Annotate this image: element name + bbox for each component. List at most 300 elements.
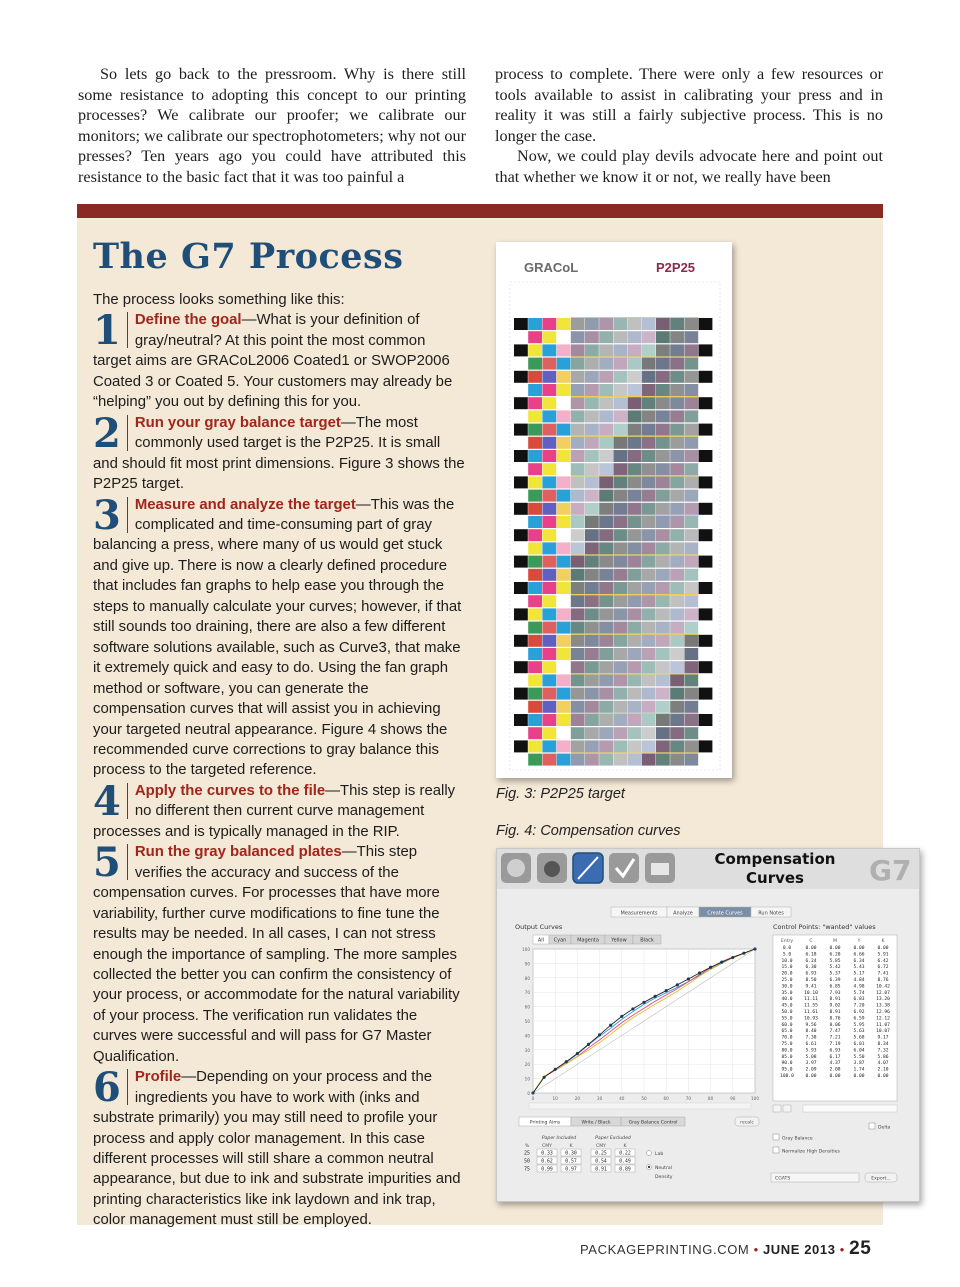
target-patch [684, 608, 698, 620]
target-patch [642, 424, 656, 436]
step-number: 4 [93, 783, 128, 819]
target-patch [542, 542, 556, 554]
target-patch [670, 688, 684, 700]
target-patch [656, 622, 670, 634]
target-patch [699, 727, 713, 739]
target-patch [656, 754, 670, 766]
target-patch [613, 410, 627, 422]
graph-scrollbar[interactable] [529, 1103, 751, 1109]
gray-balance-checkbox[interactable] [773, 1134, 779, 1140]
aims-header: CMY [596, 1144, 606, 1149]
table-cell: 6.30 [805, 965, 817, 971]
target-patch [628, 740, 642, 752]
target-patch [571, 556, 585, 568]
target-patch [585, 371, 599, 383]
target-patch [514, 384, 528, 396]
target-patch [642, 648, 656, 660]
table-cell: 5.95 [853, 1022, 865, 1028]
target-patch [699, 740, 713, 752]
target-patch [699, 701, 713, 713]
table-cell: 6.20 [829, 952, 841, 958]
table-cell: 12.07 [876, 990, 890, 996]
target-patch [528, 582, 542, 594]
target-patch [514, 714, 528, 726]
sidebar-title: The G7 Process [93, 236, 404, 277]
table-header: M [833, 939, 837, 944]
target-patch [514, 318, 528, 330]
target-patch [656, 701, 670, 713]
bottom-tab-label: Write / Black [581, 1120, 611, 1126]
page-footer [580, 1238, 871, 1260]
sidebar-top-bar [77, 204, 883, 218]
target-patch [642, 727, 656, 739]
target-patch [557, 437, 571, 449]
target-patch [628, 503, 642, 515]
target-patch [670, 424, 684, 436]
step-heading: Profile [134, 1069, 182, 1086]
export-label: Export... [871, 1176, 891, 1182]
target-patch [599, 463, 613, 475]
target-patch [684, 688, 698, 700]
target-patch [628, 701, 642, 713]
target-patch [542, 463, 556, 475]
table-cell: 0.00 [805, 946, 817, 951]
target-patch [613, 437, 627, 449]
target-patch [642, 397, 656, 409]
target-patch [542, 490, 556, 502]
target-patch [557, 424, 571, 436]
target-patch [571, 358, 585, 370]
target-patch [542, 608, 556, 620]
target-patch [656, 318, 670, 330]
table-cell: 11.61 [804, 1010, 818, 1015]
y-tick-label: 0 [527, 1091, 530, 1096]
table-cell: 5.93 [805, 1048, 817, 1054]
target-patch [514, 450, 528, 462]
value-field[interactable] [803, 1105, 897, 1112]
target-patch [599, 476, 613, 488]
table-cell: 9.56 [805, 1022, 817, 1028]
target-patch [585, 661, 599, 673]
target-patch [514, 727, 528, 739]
target-patch [585, 674, 599, 686]
table-cell: 0.00 [877, 946, 889, 951]
step-item [93, 1064, 465, 1231]
target-patch [528, 714, 542, 726]
target-patch [542, 661, 556, 673]
target-patch [684, 635, 698, 647]
target-patch [599, 608, 613, 620]
target-patch [656, 331, 670, 343]
target-patch [557, 754, 571, 766]
target-patch [528, 503, 542, 515]
intro-paragraph: So lets go back to the pressroom. Why is there still some resistance to adopting this concept to our printing processes? We calibrate our proofer; we calibrate our monitors; we calibrate our spectrophotometers; why not our presses? Ten years ago you could have attributed this resistance to the basic fact that it was too painful a [78, 65, 466, 186]
target-patch [656, 608, 670, 620]
table-cell: 5.43 [853, 965, 865, 971]
table-header: Entry [780, 939, 794, 944]
target-patch [514, 582, 528, 594]
target-patch [528, 635, 542, 647]
curve-tab-label: Magenta [577, 937, 599, 944]
intro-paragraph: process to complete. There were only a few resources or tools available to assist in calibrating your press and in reality it was still a fairly subjective process. This is no longer the case. [495, 65, 883, 145]
table-cell: 35.0 [781, 990, 793, 996]
target-patch [542, 622, 556, 634]
target-patch [642, 503, 656, 515]
remove-button[interactable] [783, 1105, 791, 1112]
target-patch [613, 358, 627, 370]
table-cell: 0.00 [805, 1074, 817, 1079]
gray-balance-label: Gray Balance [782, 1136, 813, 1142]
step-text: —Depending on your process and the ingredients you have to work with (inks and substrate primarily) you may still need to profile your process and apply color management. In this case different processes will still share a common neutral appearance, but due to ink and substrate impurities and printing characteristics like ink laydown and ink trap, color management must still be employed. [93, 1069, 461, 1229]
table-cell: 15.0 [781, 965, 793, 971]
target-patch [628, 622, 642, 634]
target-patch [528, 688, 542, 700]
target-patch [613, 648, 627, 660]
recalc-label: recalc [740, 1120, 754, 1126]
target-patch [528, 476, 542, 488]
target-patch [585, 542, 599, 554]
target-patch [571, 608, 585, 620]
target-patch [699, 542, 713, 554]
tab-label: Analyze [673, 910, 693, 917]
target-patch [571, 371, 585, 383]
step-text: —This was the complicated and time-consuming part of gray balancing a press, where many of us would get stuck and give up. There is now a clearly defined procedure that includes fan graphs to help ease you through the steps to manually calculate your curves; however, if that still sounds too draining, there are also a few different software solutions available, such as Curve3, that make it extremely quick and easy to do. Using the fan graph method or software, you can generate the compensation curves that will assist you in achieving your targeted neutral appearance. Figure 4 shows the recommended curve corrections to gray balance this process to the targeted reference. [93, 496, 462, 779]
target-patch [514, 463, 528, 475]
target-patch [670, 622, 684, 634]
aims-value: 0.57 [565, 1159, 577, 1165]
target-patch [542, 358, 556, 370]
target-patch [656, 516, 670, 528]
target-patch [599, 397, 613, 409]
target-patch [557, 714, 571, 726]
target-patch [585, 503, 599, 515]
target-patch [684, 569, 698, 581]
table-cell: 6.93 [805, 971, 817, 977]
target-patch [557, 661, 571, 673]
target-patch [684, 674, 698, 686]
steps-lead: The process looks something like this: [93, 292, 345, 308]
target-patch [514, 754, 528, 766]
target-patch [571, 635, 585, 647]
table-cell: 11.07 [876, 1022, 890, 1028]
target-patch [599, 714, 613, 726]
table-cell: 7.47 [829, 1029, 841, 1035]
target-patch [557, 476, 571, 488]
target-patch [628, 727, 642, 739]
target-patch [557, 556, 571, 568]
target-patch [514, 701, 528, 713]
target-patch [514, 556, 528, 568]
step-number: 2 [93, 415, 128, 451]
target-patch [542, 450, 556, 462]
table-cell: 6.61 [805, 1042, 817, 1047]
target-patch [528, 622, 542, 634]
target-patch [585, 595, 599, 607]
target-patch [528, 437, 542, 449]
target-patch [642, 410, 656, 422]
target-patch [514, 674, 528, 686]
target-patch [656, 740, 670, 752]
target-patch [628, 582, 642, 594]
target-patch [642, 688, 656, 700]
target-patch [514, 622, 528, 634]
target-patch [599, 529, 613, 541]
target-patch [599, 701, 613, 713]
target-patch [684, 437, 698, 449]
table-cell: 0.00 [829, 1074, 841, 1079]
density-label: Density [655, 1175, 673, 1180]
x-tick-label: 70 [685, 1096, 692, 1101]
p2p25-target-graphic [496, 242, 732, 778]
table-cell: 55.0 [781, 1016, 793, 1022]
table-header: C [809, 939, 813, 944]
target-patch [585, 476, 599, 488]
table-cell: 0.00 [853, 946, 865, 951]
table-cell: 70.0 [781, 1035, 793, 1041]
step-number: 1 [93, 312, 128, 348]
aims-value: 0.99 [541, 1167, 553, 1173]
add-button[interactable] [773, 1105, 781, 1112]
target-patch [613, 582, 627, 594]
target-patch [642, 622, 656, 634]
target-patch [670, 542, 684, 554]
table-cell: 8.76 [877, 978, 889, 983]
target-patch [699, 529, 713, 541]
target-patch [514, 661, 528, 673]
target-patch [542, 318, 556, 330]
table-cell: 6.42 [877, 958, 889, 964]
target-patch [571, 688, 585, 700]
target-patch [656, 582, 670, 594]
y-tick-label: 20 [524, 1062, 530, 1068]
table-cell: 5.68 [853, 1035, 865, 1041]
target-patch [613, 595, 627, 607]
target-patch [656, 384, 670, 396]
y-tick-label: 40 [524, 1033, 530, 1039]
target-patch [628, 674, 642, 686]
check-icon[interactable] [609, 853, 639, 883]
target-patch [684, 582, 698, 594]
table-cell: 9.02 [829, 1003, 841, 1009]
target-patch [670, 437, 684, 449]
target-patch [628, 595, 642, 607]
target-patch [642, 371, 656, 383]
table-cell: 7.21 [829, 1035, 841, 1041]
lab-radio[interactable] [647, 1151, 652, 1156]
target-patch [599, 384, 613, 396]
target-patch [528, 397, 542, 409]
target-patch [571, 397, 585, 409]
target-patch [670, 490, 684, 502]
target-patch [642, 516, 656, 528]
target-patch [670, 595, 684, 607]
target-patch [613, 727, 627, 739]
table-cell: 7.41 [877, 971, 889, 977]
table-cell: 0.0 [782, 946, 792, 951]
target-patch [528, 701, 542, 713]
target-patch [670, 608, 684, 620]
target-patch [542, 371, 556, 383]
target-patch [613, 635, 627, 647]
y-tick-label: 50 [524, 1019, 530, 1024]
target-patch [656, 727, 670, 739]
table-cell: 65.0 [781, 1029, 793, 1035]
y-tick-label: 30 [524, 1047, 530, 1053]
target-patch [571, 542, 585, 554]
target-patch [656, 463, 670, 475]
target-patch [699, 424, 713, 436]
target-patch [613, 384, 627, 396]
target-patch [656, 688, 670, 700]
target-patch [656, 437, 670, 449]
target-patch [642, 450, 656, 462]
target-patch [557, 727, 571, 739]
target-patch [628, 635, 642, 647]
target-patch [699, 754, 713, 766]
table-cell: 8.91 [829, 1010, 841, 1015]
target-patch [571, 529, 585, 541]
target-patch [670, 714, 684, 726]
target-patch [642, 344, 656, 356]
target-patch [528, 542, 542, 554]
target-patch [628, 463, 642, 475]
table-cell: 11.11 [804, 997, 818, 1003]
target-patch [599, 503, 613, 515]
target-patch [613, 490, 627, 502]
table-cell: 6.01 [853, 1042, 865, 1047]
aims-header: % [524, 1144, 530, 1149]
target-patch [699, 371, 713, 383]
table-cell: 6.17 [829, 1054, 841, 1060]
target-patch [699, 622, 713, 634]
target-patch [656, 410, 670, 422]
target-patch [628, 344, 642, 356]
target-patch [656, 344, 670, 356]
target-patch [514, 503, 528, 515]
normalize-checkbox[interactable] [773, 1147, 779, 1153]
target-patch [599, 674, 613, 686]
target-patch [571, 344, 585, 356]
target-patch [642, 463, 656, 475]
target-patch [699, 450, 713, 462]
bottom-tab-label: Printing Aims [529, 1120, 561, 1126]
table-header: K [881, 939, 885, 944]
table-cell: 5.74 [853, 990, 865, 996]
target-patch [699, 556, 713, 568]
target-patch [613, 701, 627, 713]
target-patch [628, 516, 642, 528]
target-patch [684, 529, 698, 541]
target-patch [628, 608, 642, 620]
target-patch [571, 569, 585, 581]
target-patch [656, 450, 670, 462]
target-patch [542, 582, 556, 594]
target-patch [585, 450, 599, 462]
target-patch [684, 397, 698, 409]
target-patch [699, 582, 713, 594]
target-patch [628, 661, 642, 673]
target-patch [528, 384, 542, 396]
table-cell: 6.18 [805, 952, 817, 958]
target-patch [628, 542, 642, 554]
table-cell: 6.59 [853, 1016, 865, 1022]
target-patch [571, 410, 585, 422]
target-patch [684, 648, 698, 660]
x-tick-label: 80 [707, 1096, 714, 1101]
table-cell: 90.0 [781, 1061, 793, 1067]
output-curves-label: Output Curves [515, 923, 563, 931]
aims-value: 50 [524, 1159, 530, 1165]
target-patch [684, 476, 698, 488]
table-cell: 75.0 [781, 1042, 793, 1047]
target-patch [684, 358, 698, 370]
target-patch [670, 754, 684, 766]
target-patch [642, 542, 656, 554]
aims-value: 0.62 [541, 1159, 553, 1165]
target-patch [542, 727, 556, 739]
aims-value: 0.33 [541, 1151, 553, 1157]
target-patch [528, 516, 542, 528]
step-heading: Run the gray balanced plates [134, 844, 342, 861]
target-patch [642, 358, 656, 370]
footer-separator: • [753, 1242, 759, 1257]
target-patch [585, 556, 599, 568]
target-patch [613, 450, 627, 462]
neutral-radio-dot [648, 1166, 650, 1168]
target-patch [585, 688, 599, 700]
step-number: 3 [93, 497, 128, 533]
table-cell: 5.0 [782, 952, 792, 958]
table-cell: 8.76 [829, 1016, 841, 1022]
p2p25-logo: P2P25 [656, 260, 696, 275]
target-patch [670, 358, 684, 370]
table-cell: 6.85 [829, 984, 841, 990]
aims-value: 0.97 [565, 1167, 577, 1173]
target-patch [613, 397, 627, 409]
target-patch [642, 529, 656, 541]
target-patch [642, 582, 656, 594]
target-patch [656, 635, 670, 647]
delta-checkbox[interactable] [869, 1123, 875, 1129]
table-cell: 6.72 [877, 965, 889, 971]
target-patch [528, 556, 542, 568]
aims-value: 0.30 [565, 1151, 577, 1157]
table-cell: 9.41 [805, 984, 817, 990]
target-patch [585, 424, 599, 436]
target-patch [670, 582, 684, 594]
target-patch [557, 318, 571, 330]
x-tick-label: 30 [596, 1096, 603, 1101]
target-patch [557, 622, 571, 634]
target-patch [514, 740, 528, 752]
target-patch [642, 714, 656, 726]
table-cell: 2.08 [829, 1067, 841, 1073]
target-patch [557, 635, 571, 647]
y-tick-label: 10 [524, 1076, 530, 1082]
target-patch [585, 635, 599, 647]
target-patch [613, 542, 627, 554]
target-patch [613, 331, 627, 343]
target-patch [557, 674, 571, 686]
target-patch [699, 608, 713, 620]
table-cell: 25.0 [781, 978, 793, 983]
target-patch [670, 331, 684, 343]
table-cell: 6.92 [853, 1010, 865, 1015]
target-patch [628, 331, 642, 343]
step-item [93, 839, 465, 1067]
target-patch [670, 384, 684, 396]
table-cell: 0.00 [853, 1074, 865, 1079]
